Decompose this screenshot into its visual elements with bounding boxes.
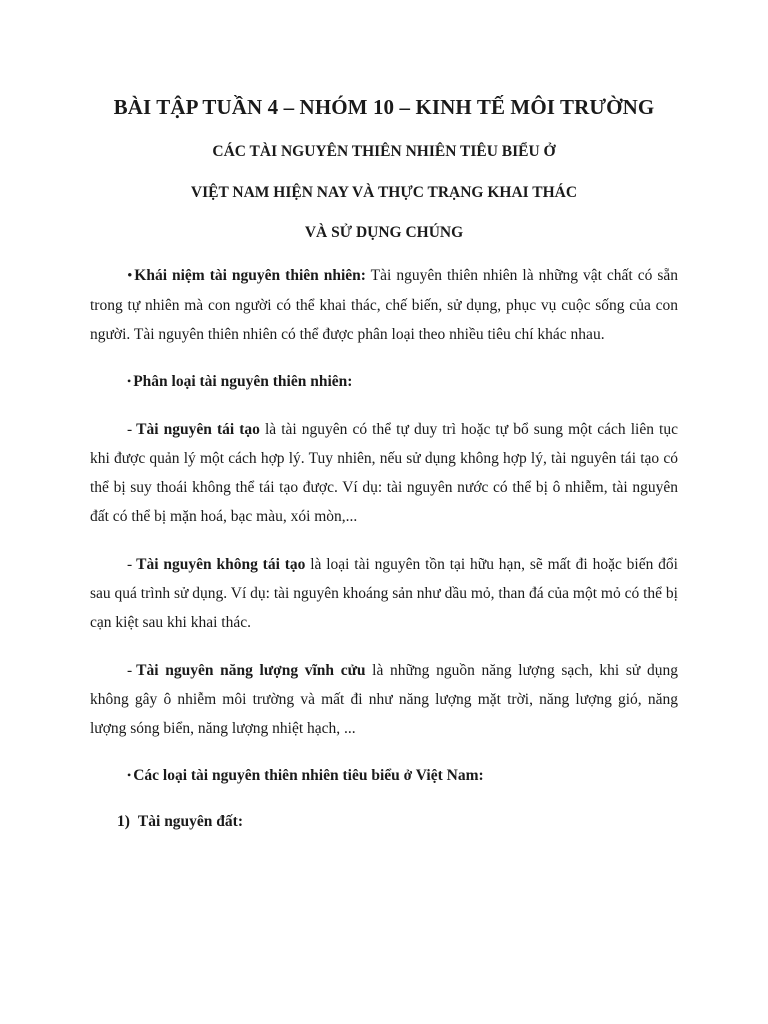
renewable-term: Tài nguyên tái tạo	[136, 421, 260, 438]
eternal-energy-text: là những nguồn năng lượng sạch, khi sử dụng không gây ô nhiễm môi trường và mất đi như năng lượng mặt trời, năng lượng gió, năng lượng sóng biển, năng lượng nhiệt hạch, ...	[90, 662, 678, 737]
renewable-paragraph	[90, 415, 678, 531]
renewable-text: là tài nguyên có thể tự duy trì hoặc tự bổ sung một cách liên tục khi được quản lý một cách hợp lý. Tuy nhiên, nếu sử dụng không hợp lý, tài nguyên tái tạo có thể bị suy thoái không thể tái tạo được. Ví dụ: tài nguyên nước có thể bị ô nhiễm, tài nguyên đất có thể bị mặn hoá, bạc màu, xói mòn,...	[90, 421, 678, 525]
concept-term: Khái niệm tài nguyên thiên nhiên:	[134, 267, 366, 284]
eternal-energy-term: Tài nguyên năng lượng vĩnh cửu	[136, 662, 366, 679]
classification-heading	[90, 367, 678, 396]
section-1-heading	[90, 807, 678, 836]
non-renewable-term: Tài nguyên không tái tạo	[136, 556, 306, 573]
section-1-label: Tài nguyên đất:	[137, 813, 244, 830]
concept-text: Tài nguyên thiên nhiên là những vật chất có sẵn trong tự nhiên mà con người có thể khai thác, chế biến, sử dụng, phục vụ cuộc sống của con người. Tài nguyên thiên nhiên có thể được phân loại theo nhiều tiêu chí khác nhau.	[90, 267, 678, 343]
section-1-number: 1)	[117, 813, 130, 830]
dash-marker: -	[127, 662, 133, 679]
subtitle-line-2: VIỆT NAM HIỆN NAY VÀ THỰC TRẠNG KHAI THÁC	[190, 184, 578, 201]
bullet-icon: •	[127, 768, 132, 782]
non-renewable-paragraph	[90, 550, 678, 637]
typical-resources-heading-text: Các loại tài nguyên thiên nhiên tiêu biểu ở Việt Nam:	[133, 767, 484, 784]
classification-heading-text: Phân loại tài nguyên thiên nhiên:	[133, 373, 353, 390]
subtitle-line-3: VÀ SỬ DỤNG CHÚNG	[304, 224, 464, 241]
non-renewable-text: là loại tài nguyên tồn tại hữu hạn, sẽ mất đi hoặc biến đổi sau quá trình sử dụng. Ví dụ: tài nguyên khoáng sản như dầu mỏ, than đá của một mỏ có thể bị cạn kiệt sau khi khai thác.	[90, 556, 678, 631]
eternal-energy-paragraph	[90, 656, 678, 743]
subtitle-line-1: CÁC TÀI NGUYÊN THIÊN NHIÊN TIÊU BIỂU Ở	[212, 143, 556, 160]
typical-resources-heading	[90, 761, 678, 790]
bullet-icon: •	[127, 268, 133, 284]
dash-marker: -	[127, 556, 133, 573]
dash-marker: -	[127, 421, 133, 438]
concept-paragraph	[90, 261, 678, 349]
document-title: BÀI TẬP TUẦN 4 – NHÓM 10 – KINH TẾ MÔI TRƯỜNG	[113, 95, 655, 119]
bullet-icon: •	[127, 374, 132, 388]
